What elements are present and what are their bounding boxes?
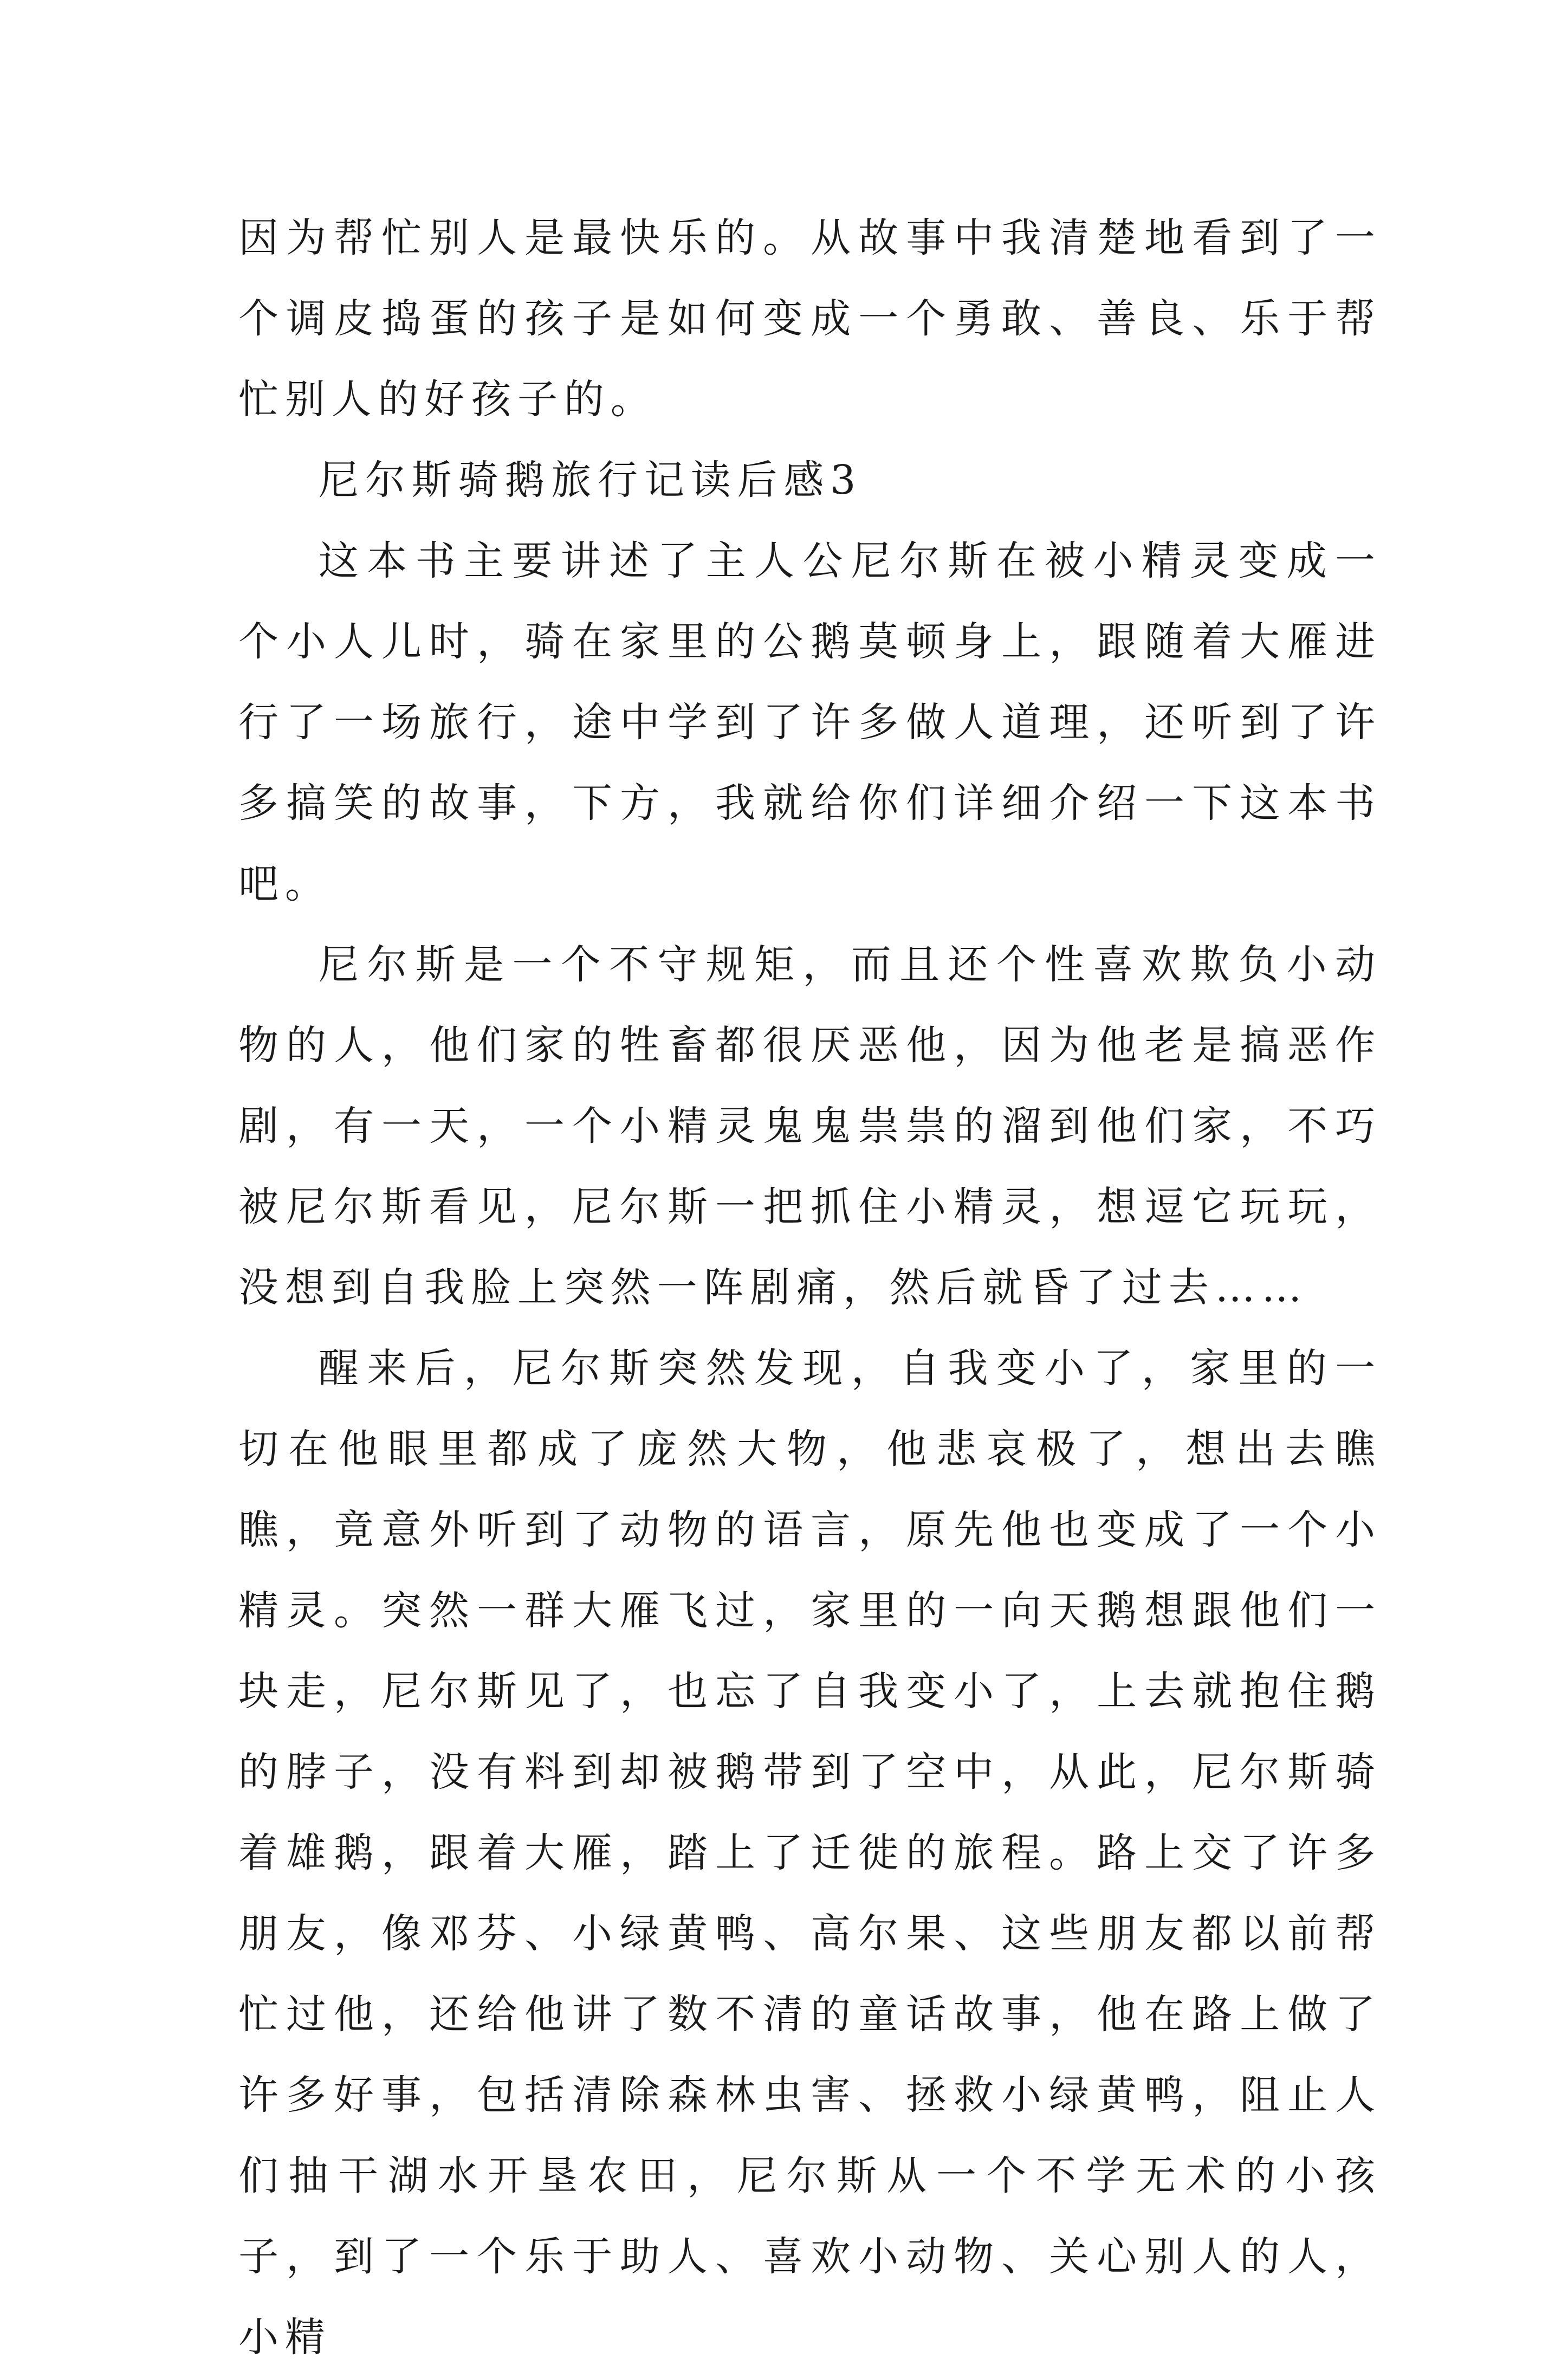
section-heading: 尼尔斯骑鹅旅行记读后感3 <box>319 457 863 503</box>
paragraph-journey: 醒来后，尼尔斯突然发现，自我变小了，家里的一切在他眼里都成了庞然大物，他悲哀极了，想出去瞧瞧，竟意外听到了动物的语言，原先他也变成了一个小精灵。突然一群大雁飞过，家里的一向天鹅想跟他们一块走，尼尔斯见了，也忘了自我变小了，上去就抱住鹅的脖子，没有料到却被鹅带到了空中，从此，尼尔斯骑着雄鹅，跟着大雁，踏上了迁徙的旅程。路上交了许多朋友，像邓芬、小绿黄鸭、高尔果、这些朋友都以前帮忙过他，还给他讲了数不清的童话故事，他在路上做了许多好事，包括清除森林虫害、拯救小绿黄鸭，阻止人们抽干湖水开垦农田，尼尔斯从一个不学无术的小孩子，到了一个乐于助人、喜欢小动物、关心别人的人，小精 <box>238 1345 1382 2361</box>
paragraph-nils-character: 尼尔斯是一个不守规矩，而且还个性喜欢欺负小动物的人，他们家的牲畜都很厌恶他，因为他老是搞恶作剧，有一天，一个小精灵鬼鬼祟祟的溜到他们家，不巧被尼尔斯看见，尼尔斯一把抓住小精灵，想逗它玩玩，没想到自我脸上突然一阵剧痛，然后就昏了过去…… <box>238 941 1382 1311</box>
paragraph-continuation: 因为帮忙别人是最快乐的。从故事中我清楚地看到了一个调皮捣蛋的孩子是如何变成一个勇敢、善良、乐于帮忙别人的好孩子的。 <box>238 215 1382 423</box>
document-body <box>238 198 1382 2378</box>
paragraph-intro: 这本书主要讲述了主人公尼尔斯在被小精灵变成一个小人儿时，骑在家里的公鹅莫顿身上，跟随着大雁进行了一场旅行，途中学到了许多做人道理，还听到了许多搞笑的故事，下方，我就给你们详细介绍一下这本书吧。 <box>238 538 1382 907</box>
